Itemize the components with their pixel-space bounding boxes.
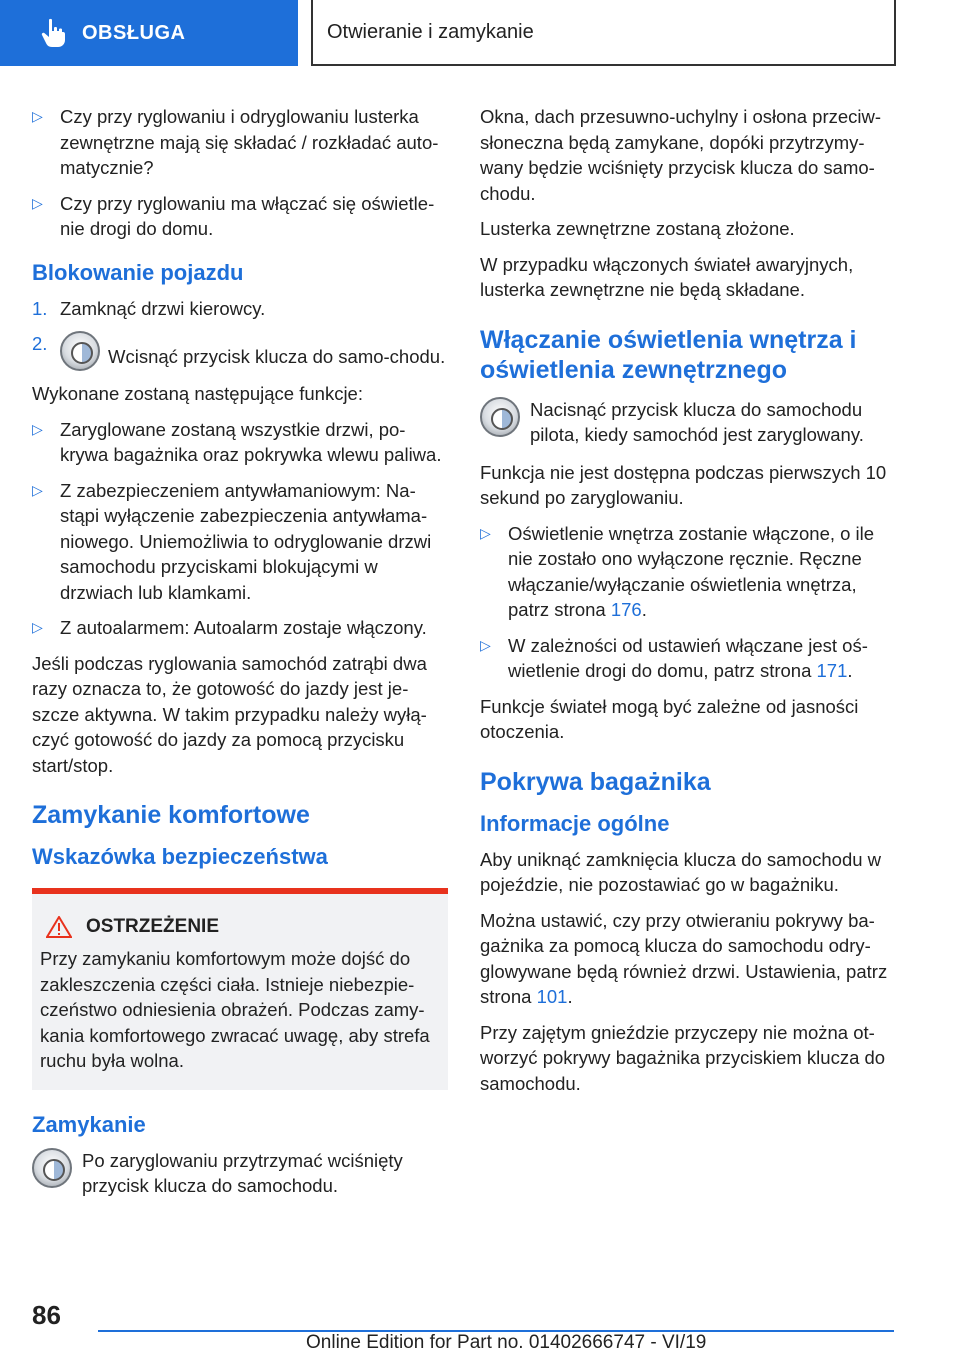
list-item: ▷ Czy przy ryglowaniu i odryglowaniu lusterka zewnętrzne mają się składać / rozkładać auto-matycznie? [32,104,448,181]
list-item: ▷ W zależności od ustawień włączane jest oś-wietlenie drogi do domu, patrz strona 171. [480,633,896,684]
warning-box [32,888,448,1090]
left-column [32,104,448,1211]
paragraph: Funkcja nie jest dostępna podczas pierwszych 10 sekund po zaryglowaniu. [480,461,887,508]
bullet-triangle-icon: ▷ [32,194,43,211]
warning-triangle-icon [46,916,72,938]
bullet-triangle-icon: ▷ [32,108,43,124]
paragraph: W przypadku włączonych świateł awaryjnych, lusterka zewnętrzne nie będą składane. [480,253,854,300]
bullet-triangle-icon: ▷ [32,619,43,635]
warning-text: Przy zamykaniu komfortowym może dojść do zakleszczenia części ciała. Istnieje niebezpie-czeństwo odniesienia obrażeń. Podczas zamy-kania komfortowego zwracać uwagę, aby strefa ruchu była wolna. [40,948,430,1071]
key-lock-button-icon [60,331,100,371]
section-tab[interactable] [0,0,298,66]
paragraph: Aby uniknąć zamknięcia klucza do samochodu w pojeździe, nie pozostawiać go w bagażniku. [480,848,882,895]
page-link-101[interactable]: 101 [536,986,568,1007]
heading-pokrywa-bagaznika: Pokrywa bagażnika [480,767,711,796]
edition-text: Online Edition for Part no. 01402666747 - VI/19 [306,1332,707,1353]
key-lock-button-icon [32,1148,72,1188]
horn-paragraph: Jeśli podczas ryglowania samochód zatrąbi dwa razy oznacza to, że gotowość do jazdy jest je-szcze aktywna. W takim przypadku należy wyłą-czyć gotowość do jazdy za pomocą przycisku start/stop. [32,652,427,776]
list-item: ▷ Oświetlenie wnętrza zostanie włączone, o ile nie zostało ono wyłączone ręcznie. Ręczne włączanie/wyłączanie oświetlenia wnętrza, patrz strona 176. [480,521,896,623]
page-link-171[interactable]: 171 [816,660,848,681]
bullet-triangle-icon: ▷ [32,420,43,437]
heading-zamykanie: Zamykanie [32,1111,146,1137]
paragraph: Okna, dach przesuwno-uchylny i osłona przeciw-słoneczna będą zamykane, dopóki przytrzymy-wany będzie wciśnięty przycisk klucza do samo-chodu. [480,106,882,204]
heading-wlaczanie-oswietlenia: Włączanie oświetlenia wnętrza i oświetlenia zewnętrznego [480,325,857,384]
bullet-triangle-icon: ▷ [32,481,43,498]
functions-intro: Wykonane zostaną następujące funkcje: [32,383,363,404]
paragraph: Można ustawić, czy przy otwieraniu pokrywy ba-gażnika za pomocą klucza do samochodu odry-glowywane będą również drzwi. Ustawienia, patrz strona 101. [480,909,888,1007]
chapter-title: Otwieranie i zamykanie [311,0,896,66]
hand-pointer-icon [40,18,66,48]
key-lock-button-icon [480,397,520,437]
list-item: ▷ Zaryglowane zostaną wszystkie drzwi, po-krywa bagażnika oraz pokrywka wlewu paliwa. [32,417,448,468]
warning-title: OSTRZEŻENIE [86,916,220,937]
page-number: 86 [32,1300,61,1330]
page-link-176[interactable]: 176 [610,599,642,620]
heading-wskazowka: Wskazówka bezpieczeństwa [32,844,328,869]
paragraph: Lusterka zewnętrzne zostaną złożone. [480,218,795,239]
step-2: 2. Wcisnąć przycisk klucza do samo-chodu. [32,331,448,371]
paragraph: Przy zajętym gnieździe przyczepy nie można ot-worzyć pokrywy bagażnika przyciskiem klucza do samochodu. [480,1021,886,1094]
list-item: ▷ Z autoalarmem: Autoalarm zostaje włączony. [32,615,448,641]
step-1: 1. Zamknąć drzwi kierowcy. [32,297,266,319]
key-instruction: Po zaryglowaniu przytrzymać wciśnięty przycisk klucza do samochodu. [32,1148,448,1199]
bullet-triangle-icon: ▷ [480,524,491,541]
right-column [480,104,896,1106]
section-tab-label: OBSŁUGA [82,21,186,44]
key-instruction: Nacisnąć przycisk klucza do samochodu pilota, kiedy samochód jest zaryglowany. [480,397,896,448]
bullet-triangle-icon: ▷ [480,636,491,653]
heading-informacje-ogolne: Informacje ogólne [480,810,670,836]
paragraph: Funkcje świateł mogą być zależne od jasności otoczenia. [480,695,859,742]
heading-blokowanie: Blokowanie pojazdu [32,259,244,285]
heading-zamykanie-komfortowe: Zamykanie komfortowe [32,801,310,829]
list-item: ▷ Czy przy ryglowaniu ma włączać się oświetle-nie drogi do domu. [32,191,448,242]
list-item: ▷ Z zabezpieczeniem antywłamaniowym: Na-stąpi wyłączenie zabezpieczenia antywłama-niowego. Uniemożliwia to odryglowanie drzwi samochodu przyciskami blokującymi w drzwiach lub klamkami. [32,478,448,606]
